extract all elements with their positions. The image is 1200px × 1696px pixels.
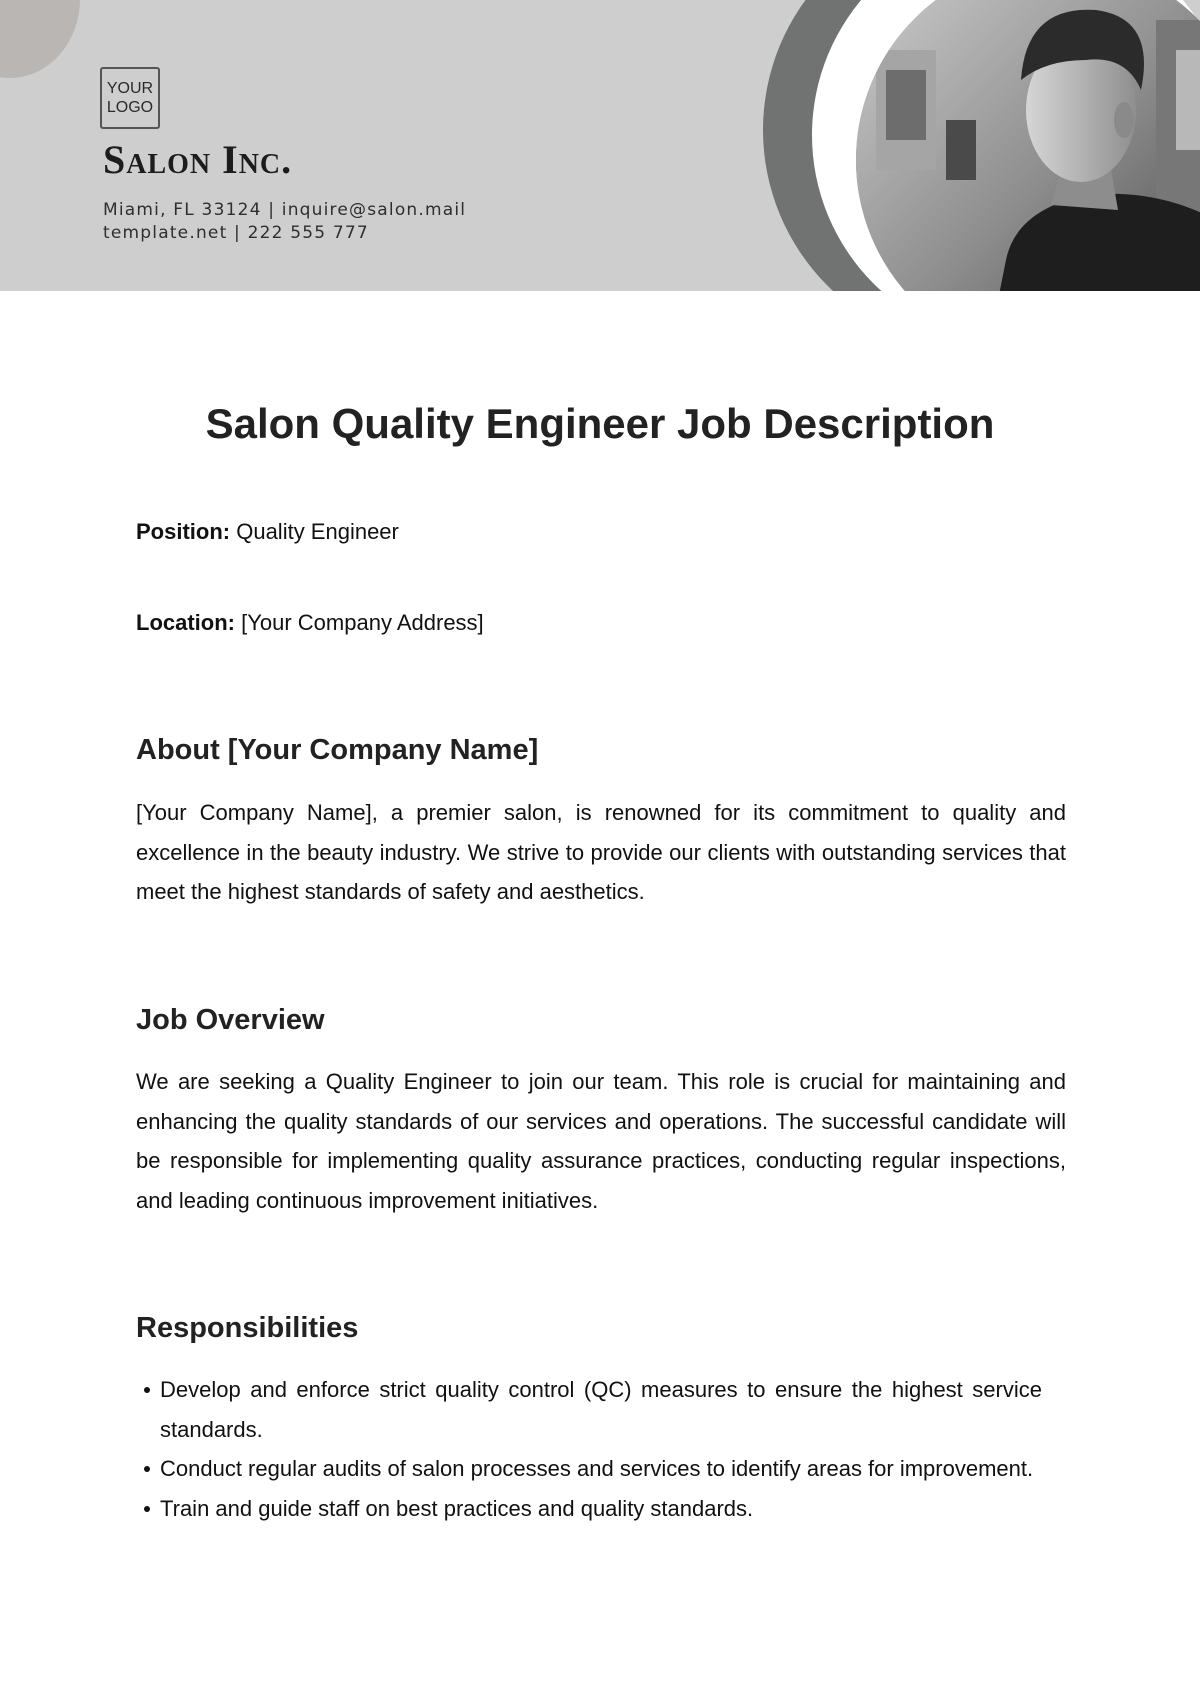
responsibility-text: Train and guide staff on best practices and quality standards. [160,1495,754,1521]
company-name: Salon Inc. [103,137,293,182]
position-label: Position: [136,519,231,544]
job-overview-paragraph: We are seeking a Quality Engineer to join our team. This role is crucial for maintaining and enhancing the quality standards of our services and operations. The successful candidate will be responsible for implementing quality assurance practices, conducting regular inspections, and leading continuous improvement initiatives. [136,1069,1066,1213]
decorative-corner-circle [0,0,80,78]
position-field [136,519,399,545]
logo-text-line2: LOGO [106,99,154,116]
contact-address-email: Miami, FL 33124 | inquire@salon.mail [103,200,467,220]
document-title: Salon Quality Engineer Job Description [205,400,995,447]
bullet-icon [144,1466,150,1472]
responsibility-text: Conduct regular audits of salon processes and services to identify areas for improvement. [160,1456,1034,1481]
bullet-icon [144,1506,150,1512]
location-field [136,610,484,636]
responsibilities-heading: Responsibilities [136,1312,359,1344]
location-value: [Your Company Address] [235,610,484,635]
about-paragraph: [Your Company Name], a premier salon, is renowned for its commitment to quality and excellence in the beauty industry. We strive to provide our clients with outstanding services that meet the highest standards of safety and aesthetics. [136,800,1066,904]
bullet-icon [144,1387,150,1393]
job-overview-heading: Job Overview [136,1004,325,1036]
responsibility-text: Develop and enforce strict quality control (QC) measures to ensure the highest service standards. [160,1377,1042,1442]
contact-website-phone: template.net | 222 555 777 [103,223,369,243]
list-item [136,1489,1042,1529]
salon-client-photo [856,0,1200,291]
list-item [136,1449,1042,1489]
responsibilities-list [136,1370,1042,1528]
position-value: Quality Engineer [230,519,399,544]
list-item [136,1370,1042,1449]
header-banner [0,0,1200,291]
about-heading: About [Your Company Name] [136,734,539,766]
location-label: Location: [136,610,235,635]
logo-text-line1: YOUR [106,80,154,97]
company-logo [100,67,160,129]
